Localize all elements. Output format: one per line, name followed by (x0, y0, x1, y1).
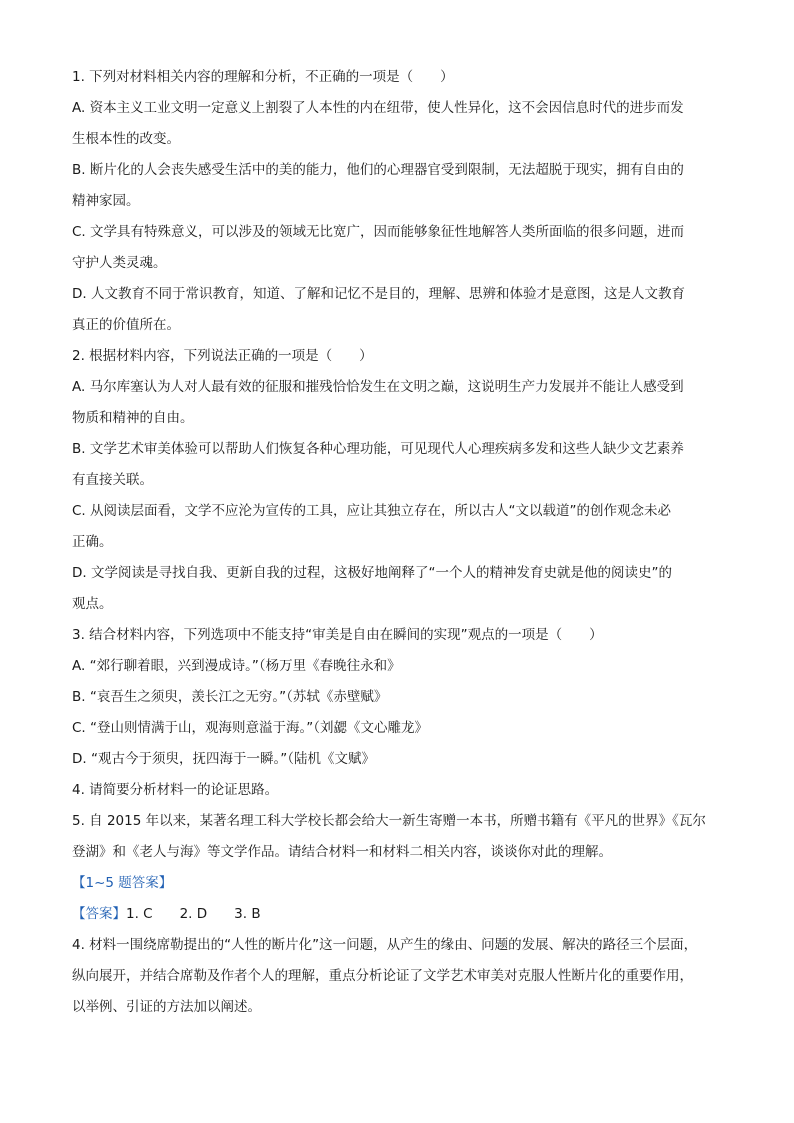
question-3-option-a: A. “郊行聊着眼，兴到漫成诗。”（杨万里《春晚往永和》 (72, 658, 401, 674)
question-2-option-b-line-1: B. 文学艺术审美体验可以帮助人们恢复各种心理功能，可见现代人心理疾病多发和这些人缺少文艺素养 (72, 441, 684, 457)
answer-values: 1. C 2. D 3. B (126, 906, 261, 922)
question-1-option-b-line-1: B. 断片化的人会丧失感受生活中的美的能力，他们的心理器官受到限制，无法超脱于现实，拥有自由的 (72, 162, 684, 178)
question-5-line-2: 登湖》和《老人与海》等文学作品。请结合材料一和材料二相关内容，谈谈你对此的理解。 (72, 844, 612, 860)
question-1-option-d-line-1: D. 人文教育不同于常识教育，知道、了解和记忆不是目的，理解、思辨和体验才是意图，这是人文教育 (72, 286, 685, 302)
question-2-option-d-line-2: 观点。 (72, 596, 113, 612)
question-1-option-c-line-2: 守护人类灵魂。 (72, 255, 167, 271)
question-2-option-a-line-2: 物质和精神的自由。 (72, 410, 194, 426)
question-3-stem: 3. 结合材料内容，下列选项中不能支持“审美是自由在瞬间的实现”观点的一项是（ ） (72, 627, 603, 643)
question-1-option-b-line-2: 精神家园。 (72, 193, 140, 209)
question-2-option-d-line-1: D. 文学阅读是寻找自我、更新自我的过程，这极好地阐释了“一个人的精神发育史就是他的阅读史”的 (72, 565, 672, 581)
explanation-line-2: 纵向展开，并结合席勒及作者个人的理解，重点分析论证了文学艺术审美对克服人性断片化的重要作用， (72, 968, 693, 984)
question-2-option-a-line-1: A. 马尔库塞认为人对人最有效的征服和摧残恰恰发生在文明之巅，这说明生产力发展并不能让人感受到 (72, 379, 684, 395)
question-1-option-a-line-2: 生根本性的改变。 (72, 131, 180, 147)
question-1-option-d-line-2: 真正的价值所在。 (72, 317, 180, 333)
question-2-option-b-line-2: 有直接关联。 (72, 472, 153, 488)
answer-line (72, 899, 722, 930)
question-1-option-a-line-1: A. 资本主义工业文明一定意义上割裂了人本性的内在纽带，使人性异化，这不会因信息时代的进步而发 (72, 100, 684, 116)
explanation-line-1: 4. 材料一围绕席勒提出的“人性的断片化”这一问题，从产生的缘由、问题的发展、解决的路径三个层面， (72, 937, 698, 953)
question-3-option-d: D. “观古今于须臾，抚四海于一瞬。”（陆机《文赋》 (72, 751, 375, 767)
question-5-line-1: 5. 自 2015 年以来，某著名理工科大学校长都会给大一新生寄赠一本书，所赠书籍有《平凡的世界》《瓦尔 (72, 813, 706, 829)
question-1-option-c-line-1: C. 文学具有特殊意义，可以涉及的领域无比宽广，因而能够象征性地解答人类所面临的很多问题，进而 (72, 224, 685, 240)
answer-section-header: 【1~5 题答案】 (72, 875, 173, 891)
question-1-stem: 1. 下列对材料相关内容的理解和分析，不正确的一项是（ ） (72, 69, 454, 85)
answer-label: 【答案】 (72, 906, 126, 922)
question-3-option-b: B. “哀吾生之须臾，羡长江之无穷。”（苏轼《赤壁赋》 (72, 689, 388, 705)
question-2-option-c-line-1: C. 从阅读层面看，文学不应沦为宣传的工具，应让其独立存在，所以古人“文以载道”的创作观念未必 (72, 503, 671, 519)
document-page (72, 62, 722, 1023)
question-3-option-c: C. “登山则情满于山，观海则意溢于海。”（刘勰《文心雕龙》 (72, 720, 428, 736)
question-4: 4. 请简要分析材料一的论证思路。 (72, 782, 279, 798)
question-2-option-c-line-2: 正确。 (72, 534, 113, 550)
question-2-stem: 2. 根据材料内容，下列说法正确的一项是（ ） (72, 348, 373, 364)
explanation-line-3: 以举例、引证的方法加以阐述。 (72, 999, 261, 1015)
